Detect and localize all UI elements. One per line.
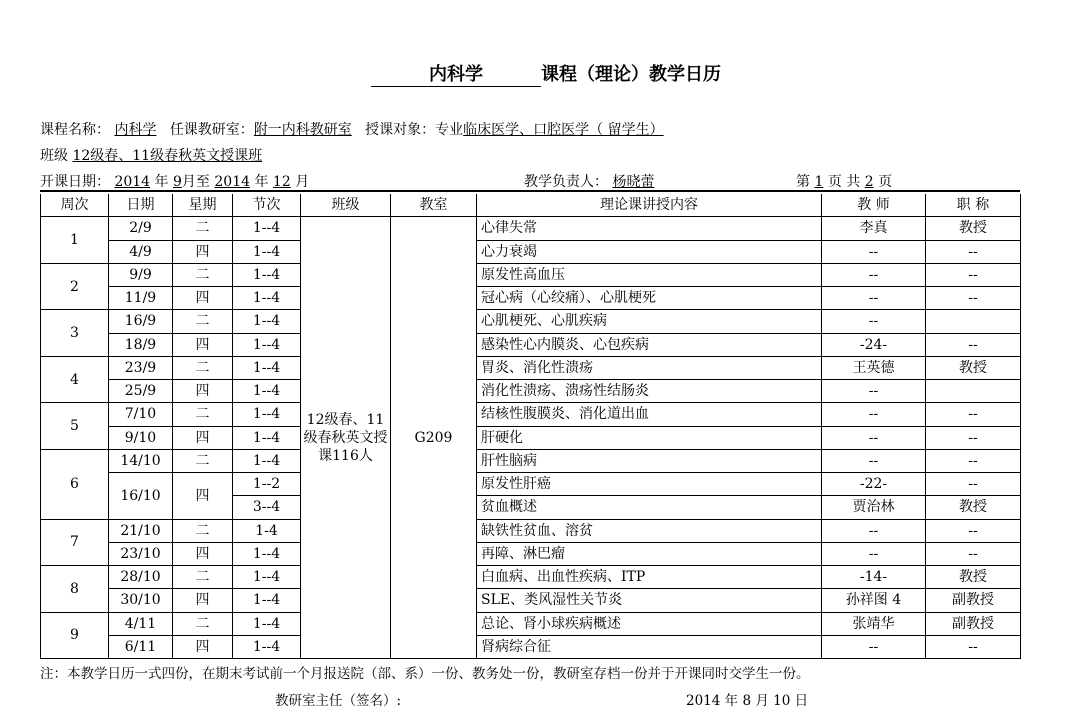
week-cell: 7 [41,519,109,566]
period-cell: 1--4 [233,263,301,286]
period-cell: 1--4 [233,426,301,449]
title-cell: -- [926,426,1021,449]
title-cell [926,380,1021,403]
table-row [41,589,1021,612]
content-cell: 原发性肝癌 [477,473,822,496]
class-value: 12级春、11级春秋英文授课班 [72,148,263,164]
table-row [41,403,1021,426]
title-cell: -- [926,473,1021,496]
footnote: 注：本教学日历一式四份，在期末考试前一个月报送院（部、系）一份、教务处一份，教研室存档一份并于开课同时交学生一份。 [40,666,810,682]
period-cell: 1--4 [233,566,301,589]
teacher-cell: 孙祥图 4 [822,589,926,612]
content-cell: 缺铁性贫血、溶贫 [477,519,822,542]
teacher-cell: -- [822,519,926,542]
teacher-cell: 贾治林 [822,496,926,519]
day-cell: 四 [173,380,233,403]
teacher-cell: -- [822,240,926,263]
start-month: 9 [173,174,182,190]
period-cell: 1-4 [233,519,301,542]
period-cell: 1--4 [233,310,301,333]
date-cell: 21/10 [109,519,173,542]
year-char: 年 [154,174,169,190]
teacher-cell: -- [822,403,926,426]
teacher-cell: -22- [822,473,926,496]
content-cell: 胃炎、消化性溃疡 [477,356,822,379]
title-rest: 课程（理论）教学日历 [541,64,721,85]
title-cell: -- [926,449,1021,472]
table-row [41,240,1021,263]
teacher-cell: -- [822,287,926,310]
director-signature-label: 教研室主任（签名）: [275,693,402,709]
week-cell: 9 [41,612,109,659]
signature-date: 2014 年 8 月 10 日 [686,693,809,709]
title-cell: -- [926,542,1021,565]
title-cell: 副教授 [926,612,1021,635]
teaching-calendar-table [40,194,1021,659]
page-total: 2 [864,174,874,190]
month-char: 月 [295,174,310,190]
content-cell: 原发性高血压 [477,263,822,286]
table-row [41,566,1021,589]
end-year: 2014 [214,174,251,190]
content-cell: 白血病、出血性疾病、ITP [477,566,822,589]
date-info-line [40,171,309,191]
day-cell: 二 [173,263,233,286]
title-cell: -- [926,403,1021,426]
date-cell: 25/9 [109,380,173,403]
content-cell: 再障、淋巴瘤 [477,542,822,565]
table-row [41,473,1021,496]
page-suffix: 页 [878,174,893,190]
course-label: 课程名称： [40,122,110,138]
week-cell: 8 [41,566,109,613]
day-cell: 二 [173,519,233,542]
content-cell: 冠心病（心绞痛）、心肌梗死 [477,287,822,310]
content-cell: 感染性心内膜炎、心包疾病 [477,333,822,356]
start-year: 2014 [114,174,151,190]
content-cell: 心律失常 [477,217,822,240]
title-cell: -- [926,287,1021,310]
title-cell [926,310,1021,333]
date-cell: 14/10 [109,449,173,472]
table-row [41,333,1021,356]
period-cell: 1--4 [233,542,301,565]
teacher-cell: -- [822,542,926,565]
header-day: 星期 [173,194,233,217]
date-cell: 16/9 [109,310,173,333]
day-cell: 四 [173,473,233,520]
day-cell: 二 [173,310,233,333]
week-cell: 3 [41,310,109,357]
year-char-2: 年 [254,174,269,190]
leader-info [524,171,654,191]
day-cell: 四 [173,589,233,612]
period-cell: 1--4 [233,612,301,635]
day-cell: 二 [173,356,233,379]
table-row [41,310,1021,333]
teacher-cell: -- [822,310,926,333]
page-info [796,171,892,191]
title-cell: -- [926,240,1021,263]
title-cell: -- [926,635,1021,658]
date-cell: 18/9 [109,333,173,356]
title-cell: 副教授 [926,589,1021,612]
date-cell: 30/10 [109,589,173,612]
header-period: 节次 [233,194,301,217]
header-rule [40,190,1020,192]
day-cell: 四 [173,333,233,356]
day-cell: 四 [173,426,233,449]
day-cell: 四 [173,287,233,310]
title-cell: 教授 [926,217,1021,240]
content-cell: 肝性脑病 [477,449,822,472]
content-cell: 结核性腹膜炎、消化道出血 [477,403,822,426]
title-subject: 内科学 [371,60,541,87]
end-month: 12 [272,174,291,190]
period-cell: 1--4 [233,287,301,310]
content-cell: SLE、类风湿性关节炎 [477,589,822,612]
week-cell: 5 [41,403,109,450]
title-cell: 教授 [926,496,1021,519]
dept-name: 附一内科教研室 [253,122,352,138]
class-info-line [40,145,262,165]
room-cell: G209 [391,217,477,659]
day-cell: 四 [173,542,233,565]
header-week: 周次 [41,194,109,217]
teacher-cell: -- [822,449,926,472]
period-cell: 1--4 [233,217,301,240]
teacher-cell: 张靖华 [822,612,926,635]
week-cell: 1 [41,217,109,264]
teacher-cell: -- [822,635,926,658]
title-cell: 教授 [926,566,1021,589]
header-row [41,194,1021,217]
content-cell: 肾病综合征 [477,635,822,658]
date-cell: 4/9 [109,240,173,263]
leader-label: 教学负责人： [524,174,608,190]
start-label: 开课日期： [40,174,110,190]
content-cell: 贫血概述 [477,496,822,519]
week-cell: 4 [41,356,109,403]
date-cell: 11/9 [109,287,173,310]
teacher-cell: -- [822,380,926,403]
course-info-line [40,119,664,139]
period-cell: 1--4 [233,589,301,612]
title-cell: -- [926,519,1021,542]
day-cell: 四 [173,635,233,658]
date-cell: 16/10 [109,473,173,520]
date-cell: 4/11 [109,612,173,635]
header-title: 职 称 [926,194,1021,217]
day-cell: 二 [173,449,233,472]
class-label: 班级 [40,148,68,164]
table-row [41,612,1021,635]
header-teacher: 教 师 [822,194,926,217]
class-cell: 12级春、11级春秋英文授课116人 [301,217,391,659]
table-row [41,635,1021,658]
period-cell: 3--4 [233,496,301,519]
teacher-cell: -24- [822,333,926,356]
date-cell: 23/10 [109,542,173,565]
teacher-cell: -- [822,263,926,286]
day-cell: 二 [173,217,233,240]
table-row [41,380,1021,403]
content-cell: 心肌梗死、心肌疾病 [477,310,822,333]
period-cell: 1--4 [233,635,301,658]
table-row [41,426,1021,449]
period-cell: 1--4 [233,356,301,379]
title-cell: -- [926,333,1021,356]
leader-name: 杨晓蕾 [612,174,655,190]
content-cell: 肝硬化 [477,426,822,449]
day-cell: 二 [173,566,233,589]
target-value: 临床医学、口腔医学（ 留学生） [463,122,664,138]
table-row [41,287,1021,310]
table-row [41,542,1021,565]
content-cell: 心力衰竭 [477,240,822,263]
week-cell: 6 [41,449,109,519]
table-row [41,356,1021,379]
month-to: 月至 [181,174,210,190]
table-row [41,263,1021,286]
table-row [41,217,1021,240]
title-cell: 教授 [926,356,1021,379]
period-cell: 1--4 [233,403,301,426]
date-cell: 7/10 [109,403,173,426]
date-cell: 23/9 [109,356,173,379]
teacher-cell: -- [822,426,926,449]
table-row [41,519,1021,542]
period-cell: 1--4 [233,380,301,403]
day-cell: 二 [173,403,233,426]
period-cell: 1--4 [233,240,301,263]
date-cell: 9/9 [109,263,173,286]
date-cell: 9/10 [109,426,173,449]
period-cell: 1--2 [233,473,301,496]
header-content: 理论课讲授内容 [477,194,822,217]
title-cell: -- [926,263,1021,286]
page-mid: 页 共 [827,174,861,190]
course-name: 内科学 [114,122,157,138]
day-cell: 二 [173,612,233,635]
teacher-cell: -14- [822,566,926,589]
header-class: 班级 [301,194,391,217]
date-cell: 2/9 [109,217,173,240]
teacher-cell: 王英德 [822,356,926,379]
date-cell: 6/11 [109,635,173,658]
dept-label: 任课教研室： [169,122,254,138]
header-date: 日期 [109,194,173,217]
table-row [41,449,1021,472]
teacher-cell: 李真 [822,217,926,240]
header-room: 教室 [391,194,477,217]
period-cell: 1--4 [233,333,301,356]
content-cell: 消化性溃疡、溃疡性结肠炎 [477,380,822,403]
page-prefix: 第 [796,174,810,190]
period-cell: 1--4 [233,449,301,472]
content-cell: 总论、肾小球疾病概述 [477,612,822,635]
page-number: 1 [814,174,824,190]
date-cell: 28/10 [109,566,173,589]
day-cell: 四 [173,240,233,263]
page-title [0,60,1092,87]
target-label: 授课对象：专业 [365,122,464,138]
week-cell: 2 [41,263,109,310]
